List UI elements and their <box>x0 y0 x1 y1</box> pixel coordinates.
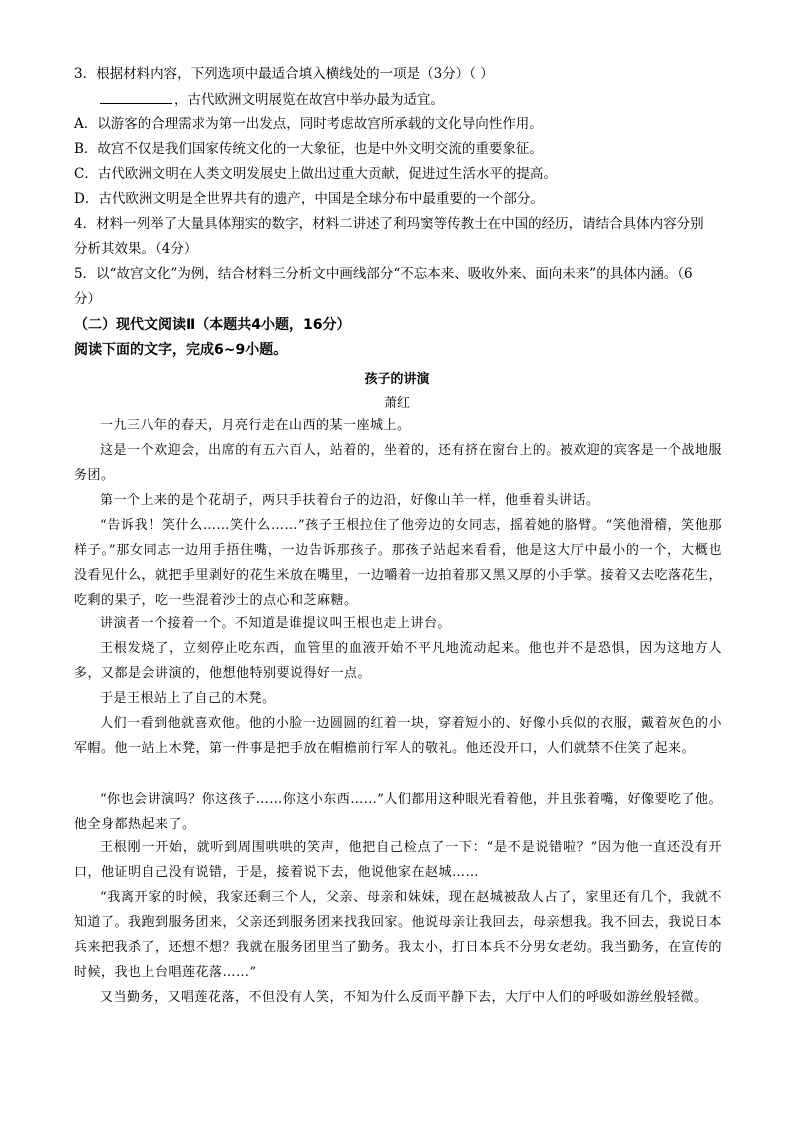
article-paragraph: 这是一个欢迎会，出席的有五六百人，站着的，坐着的，还有挤在窗台上的。被欢迎的宾客是一个战地服务团。 <box>74 443 722 483</box>
article-paragraph: 讲演者一个接着一个。不知道是谁提议叫王根也走上讲台。 <box>100 616 452 631</box>
article-paragraph: 于是王根站上了自己的木凳。 <box>100 691 276 706</box>
question-5-line-2: 分） <box>74 291 101 307</box>
article-author: 萧红 <box>383 396 410 411</box>
article-paragraph: “你也会讲演吗？你这孩子……你这小东西……”人们都用这种眼光看着他，并且张着嘴，好像要吃了他。他全身都热起来了。 <box>74 792 722 832</box>
section-heading: （二）现代文阅读Ⅱ（本题共4小题，16分） <box>74 317 351 333</box>
article-paragraph: 人们一看到他就喜欢他。他的小脸一边圆圆的红着一块，穿着短小的、好像小兵似的衣服，戴着灰色的小军帽。他一站上木凳，第一件事是把手放在帽檐前行军人的敬礼。他还没开口，人们就禁不住笑了起来。 <box>74 716 722 756</box>
question-3: 3．根据材料内容，下列选项中最适合填入横线处的一项是（3分）（ ） <box>74 66 494 82</box>
article-paragraph: “告诉我！笑什么……笑什么……”孩子王根拉住了他旁边的女同志，摇着她的胳臂。“笑他滑稽，笑他那样子。”那女同志一边用手捂住嘴，一边告诉那孩子。那孩子站起来看看，他是这大厅中最小的一个，大概也没看见什么，就把手里剥好的花生米放在嘴里，一边嚼着一边拍着那又黑又厚的小手掌。接着又去吃落花生，吃剩的果子，吃一些混着沙土的点心和芝麻糖。 <box>74 518 723 608</box>
article-title: 孩子的讲演 <box>364 372 430 387</box>
option-c: C．古代欧洲文明在人类文明发展史上做出过重大贡献，促进过生活水平的提高。 <box>74 166 557 182</box>
option-d: D．古代欧洲文明是全世界共有的遗产，中国是全球分布中最重要的一个部分。 <box>74 191 544 207</box>
section-instruction: 阅读下面的文字，完成6~9小题。 <box>74 342 288 358</box>
article-paragraph: 王根发烧了，立刻停止吃东西，血管里的血液开始不平凡地流动起来。他也并不是恐惧，因为这地方人多，又都是会讲演的，他想他特别要说得好一点。 <box>74 641 722 681</box>
article-paragraph: 又当勤务，又唱莲花落，不但没有人笑，不知为什么反而平静下去，大厅中人们的呼吸如游丝般轻微。 <box>100 990 708 1005</box>
question-4-line-1: 4．材料一列举了大量具体翔实的数字，材料二讲述了利玛窦等传教士在中国的经历，请结合具体内容分别 <box>74 216 704 232</box>
question-5-line-1: 5．以“故宫文化”为例，结合材料三分析文中画线部分“不忘本来、吸收外来、面向未来”的具体内涵。（6 <box>74 266 693 282</box>
article-paragraph: 一九三八年的春天，月亮行走在山西的某一座城上。 <box>100 418 411 433</box>
article-paragraph: “我离开家的时候，我家还剩三个人，父亲、母亲和妹妹，现在赵城被敌人占了，家里还有几个，我就不知道了。我跑到服务团来，父亲还到服务团来找我回家。他说母亲让我回去，母亲想我。我不回去，我说日本兵来把我杀了，还想不想？我就在服务团里当了勤务。我太小，打日本兵不分男女老幼。我当勤务，在宣传的时候，我也上台唱莲花落……” <box>74 890 723 980</box>
article-paragraph: 王根刚一开始，就听到周围哄哄的笑声，他把自己检点了一下：“是不是说错啦？”因为他一直还没有开口，他证明自己没有说错，于是，接着说下去，他说他家在赵城…… <box>74 840 722 880</box>
option-b: B．故宫不仅是我们国家传统文化的一大象征，也是中外文明交流的重要象征。 <box>74 141 543 157</box>
option-a: A．以游客的合理需求为第一出发点，同时考虑故宫所承载的文化导向性作用。 <box>74 116 543 132</box>
article-paragraph: 第一个上来的是个花胡子，两只手扶着台子的边沿，好像山羊一样，他垂着头讲话。 <box>100 493 600 508</box>
question-4-line-2: 分析其效果。（4分） <box>74 241 198 257</box>
question-3-stem-text: ，古代欧洲文明展览在故宫中举办最为适宜。 <box>174 92 444 108</box>
fill-blank <box>100 91 172 104</box>
question-3-stem <box>100 91 444 109</box>
